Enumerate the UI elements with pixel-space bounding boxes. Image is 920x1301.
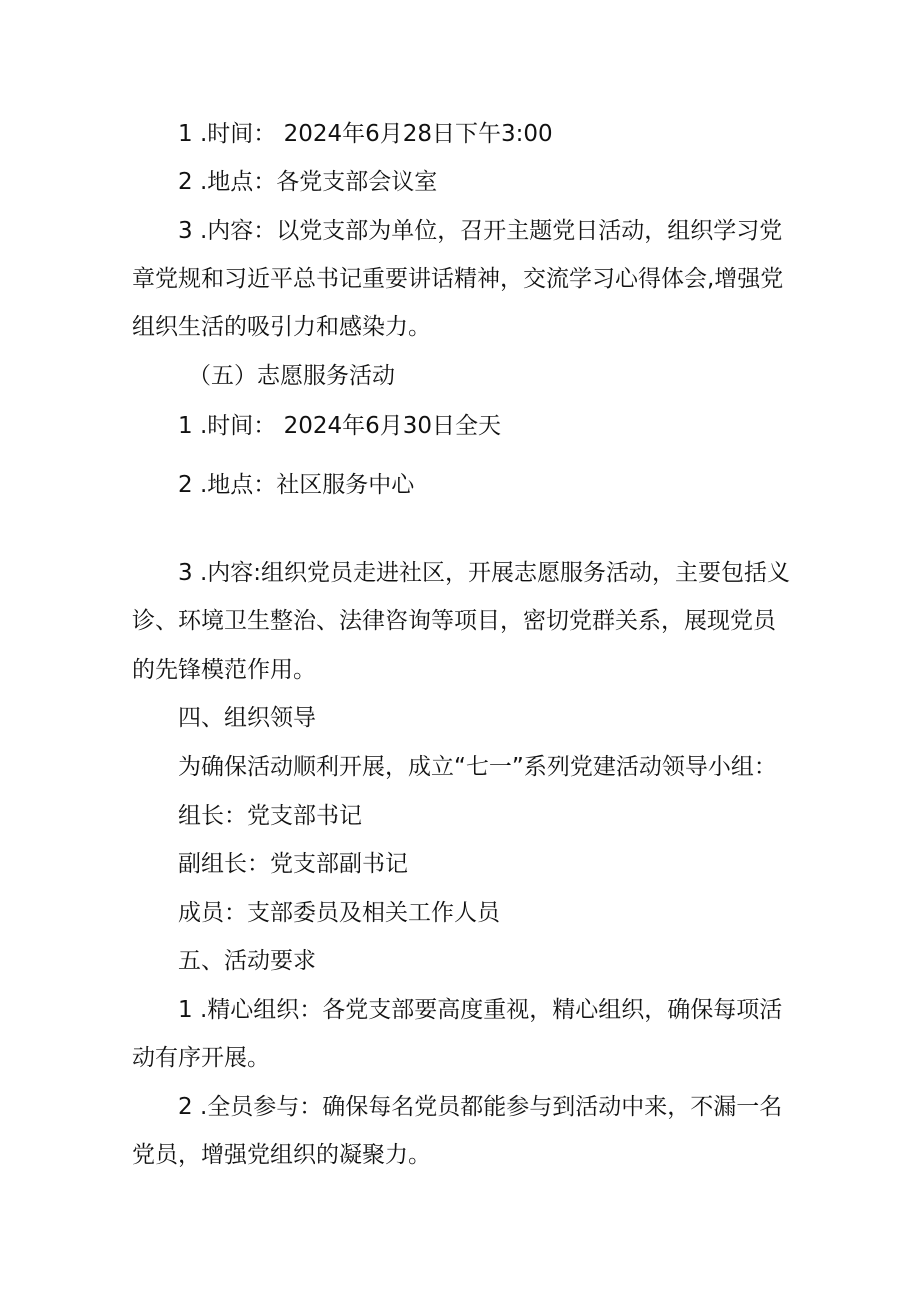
- section-heading-volunteer: （五）志愿服务活动: [188, 363, 395, 389]
- volunteer-location-line: 2 .地点：社区服务中心: [178, 472, 415, 498]
- schedule-content-line-2: 章党规和习近平总书记重要讲话精神，交流学习心得体会,增强党: [132, 266, 784, 292]
- schedule-content-line-1: 3 .内容：以党支部为单位，召开主题党日活动，组织学习党: [178, 218, 783, 244]
- volunteer-time-line: 1 .时间： 2024年6月30日全天: [178, 413, 501, 439]
- deputy-leader-role: 副组长：党支部副书记: [178, 851, 408, 877]
- members-role: 成员：支部委员及相关工作人员: [178, 900, 500, 926]
- volunteer-content-line-2: 诊、环境卫生整治、法律咨询等项目，密切党群关系，展现党员: [132, 608, 776, 634]
- requirement-1-line-1: 1 .精心组织：各党支部要高度重视，精心组织，确保每项活: [178, 997, 783, 1023]
- requirement-2-line-2: 党员，增强党组织的凝聚力。: [132, 1142, 431, 1168]
- requirement-1-line-2: 动有序开展。: [132, 1045, 270, 1071]
- schedule-location-line: 2 .地点：各党支部会议室: [178, 169, 438, 195]
- leader-role: 组长：党支部书记: [178, 803, 362, 829]
- volunteer-content-line-3: 的先锋模范作用。: [132, 657, 316, 683]
- volunteer-content-line-1: 3 .内容:组织党员走进社区，开展志愿服务活动，主要包括义: [178, 560, 791, 586]
- leadership-intro: 为确保活动顺利开展，成立“七一”系列党建活动领导小组：: [178, 754, 777, 780]
- schedule-time-line: 1 .时间： 2024年6月28日下午3:00: [178, 121, 553, 147]
- requirement-2-line-1: 2 .全员参与：确保每名党员都能参与到活动中来，不漏一名: [178, 1094, 783, 1120]
- schedule-content-line-3: 组织生活的吸引力和感染力。: [132, 314, 431, 340]
- section-heading-requirements: 五、活动要求: [178, 948, 316, 974]
- section-heading-leadership: 四、组织领导: [178, 705, 316, 731]
